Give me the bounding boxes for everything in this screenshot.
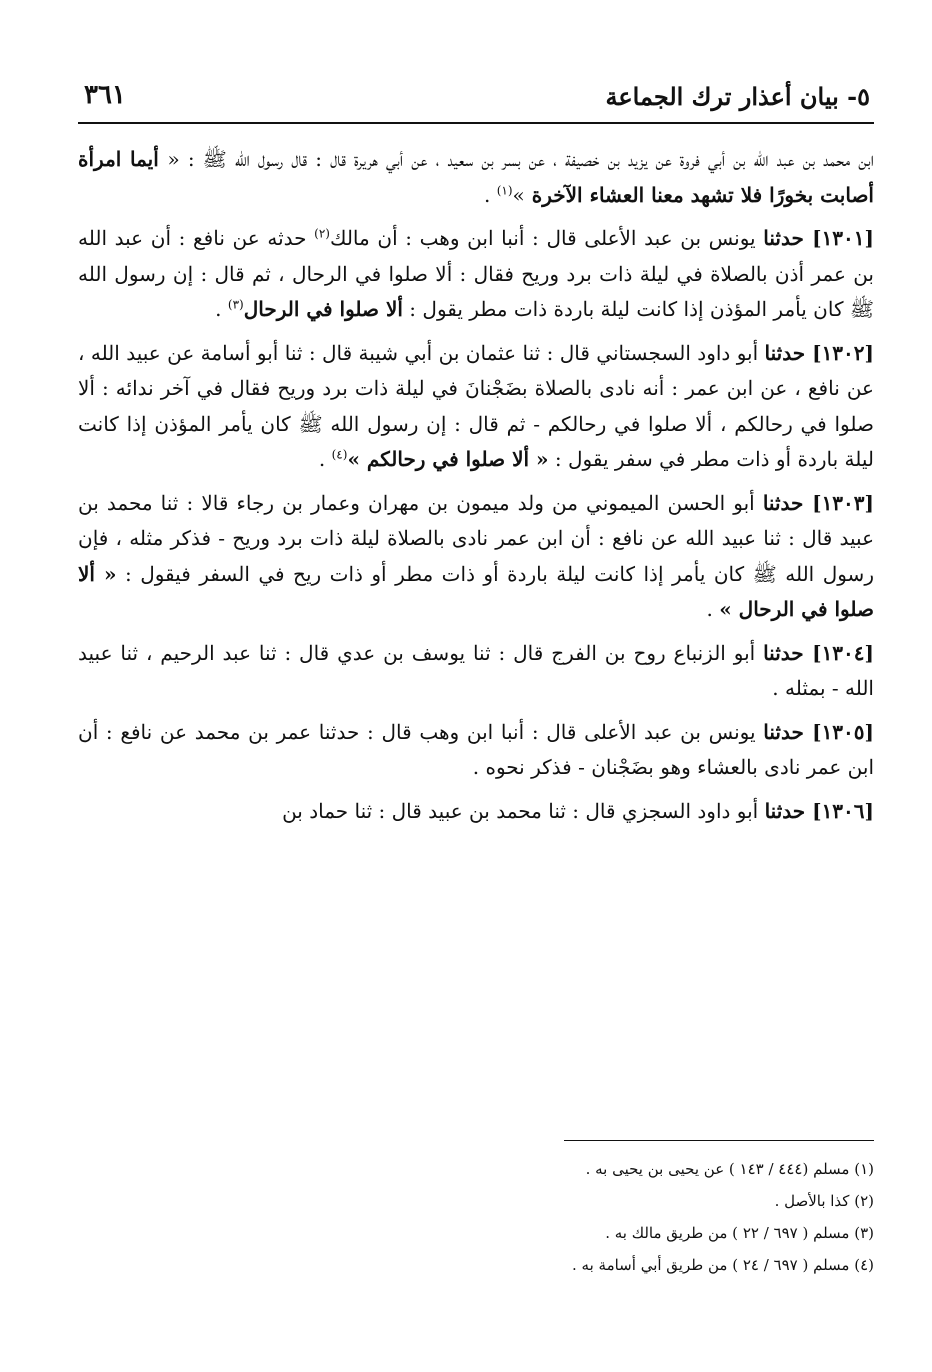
hadith-text: يونس بن عبد الأعلى قال : أنبا ابن وهب : أن مالك xyxy=(329,226,764,250)
main-text xyxy=(78,142,874,829)
hadith-text: أبو الحسن الميموني من ولد ميمون بن مهران وعمار بن رجاء قالا : ثنا محمد بن عبيد قال : ثنا عبيد الله عن نافع : أن ابن عمر نادى بالصلاة ليلة ذات برد وريح - فذكر مثله ، فإن رسول الله ﷺ كان يأمر إذا كانت ليلة باردة أو ذات مطر أو ذات ريح في السفر فيقول : xyxy=(78,490,875,586)
hadith-number: [١٣٠٣] حدثنا xyxy=(762,490,874,515)
hadith-end: . xyxy=(215,297,228,321)
page-header xyxy=(78,70,874,124)
footnote-ref-2: (٢) xyxy=(314,226,330,241)
hadith-quote: « ألا صلوا في رحالكم » xyxy=(347,447,549,471)
footnote-2: (٢) كذا بالأصل . xyxy=(774,1192,874,1210)
hadith-1303 xyxy=(78,486,874,628)
intro-text: ابن محمد بن عبد الله بن أبي فروة عن يزيد بن خصيفة ، عن بسر بن سعيد ، عن أبي هريرة قال : قال رسول الله ﷺ : « xyxy=(167,147,874,171)
hadith-end: . xyxy=(318,447,332,471)
hadith-number: [١٣٠٦] حدثنا xyxy=(764,798,874,823)
footnotes xyxy=(78,1153,874,1281)
hadith-number: [١٣٠٥] حدثنا xyxy=(763,719,874,744)
footnote-1: (١) مسلم (٤٤٤ / ١٤٣ ) عن يحيى بن يحيى به . xyxy=(585,1160,874,1178)
hadith-1305 xyxy=(78,715,874,786)
hadith-text: يونس بن عبد الأعلى قال : أنبا ابن وهب قال : حدثنا عمر بن محمد عن نافع : أن ابن عمر نادى بالعشاء وهو بضَجْنان - فذكر نحوه . xyxy=(78,719,874,779)
hadith-number: [١٣٠٢] حدثنا xyxy=(764,340,874,365)
hadith-end: . xyxy=(706,597,720,621)
intro-paragraph xyxy=(78,142,874,213)
intro-quote-close: » xyxy=(512,182,525,207)
page-number: ٣٦١ xyxy=(84,80,126,110)
hadith-text: أبو داود السجستاني قال : ثنا عثمان بن أبي شيبة قال : ثنا أبو أسامة عن عبيد الله ، عن نافع ، عن ابن عمر : أنه نادى بالصلاة بضَجْنانَ في ليلة ذات برد وريح فقال في آخر ندائه : ألا صلوا في رحالكم ، ألا صلوا في رحالكم - ثم قال : إن رسول الله ﷺ كان يأمر المؤذن إذا كانت ليلة باردة أو ذات مطر في سفر يقول : xyxy=(78,340,874,471)
chapter-title: ٥- بيان أعذار ترك الجماعة xyxy=(605,82,870,111)
hadith-text: أبو الزنباع روح بن الفرج قال : ثنا يوسف بن عدي قال : ثنا عبد الرحيم ، ثنا عبيد الله - بمثله . xyxy=(78,640,874,700)
intro-quote: أيما امرأة أصابت بخورًا فلا تشهد معنا العشاء الآخرة xyxy=(78,147,874,207)
hadith-1304 xyxy=(78,636,874,707)
hadith-text: أبو داود السجزي قال : ثنا محمد بن عبيد قال : ثنا حماد بن xyxy=(282,798,765,823)
book-page xyxy=(78,70,874,1330)
footnote-ref-4: (٤) xyxy=(331,447,348,462)
hadith-number: [١٣٠٤] حدثنا xyxy=(763,640,874,665)
hadith-1306 xyxy=(78,794,874,830)
hadith-text: حدثه عن نافع : أن عبد الله بن عمر أذن بالصلاة في ليلة ذات برد وريح فقال : ألا صلوا في الرحال ، ثم قال : إن رسول الله ﷺ كان يأمر المؤذن إذا كانت ليلة باردة ذات مطر يقول : xyxy=(78,226,874,321)
hadith-quote: ألا صلوا في الرحال xyxy=(243,297,403,321)
footnote-ref-3: (٣) xyxy=(227,297,244,312)
footnote-ref-1: (١) xyxy=(496,182,513,197)
footnote-4: (٤) مسلم ( ٦٩٧ / ٢٤ ) من طريق أبي أسامة به . xyxy=(572,1256,874,1274)
footnote-divider xyxy=(564,1140,874,1141)
hadith-1301 xyxy=(78,221,874,328)
intro-end: . xyxy=(484,182,497,207)
hadith-1302 xyxy=(78,336,874,478)
hadith-number: [١٣٠١] حدثنا xyxy=(763,226,874,250)
footnote-3: (٣) مسلم ( ٦٩٧ / ٢٢ ) من طريق مالك به . xyxy=(605,1224,874,1242)
hadith-quote: « ألا صلوا في الرحال » xyxy=(78,561,874,621)
